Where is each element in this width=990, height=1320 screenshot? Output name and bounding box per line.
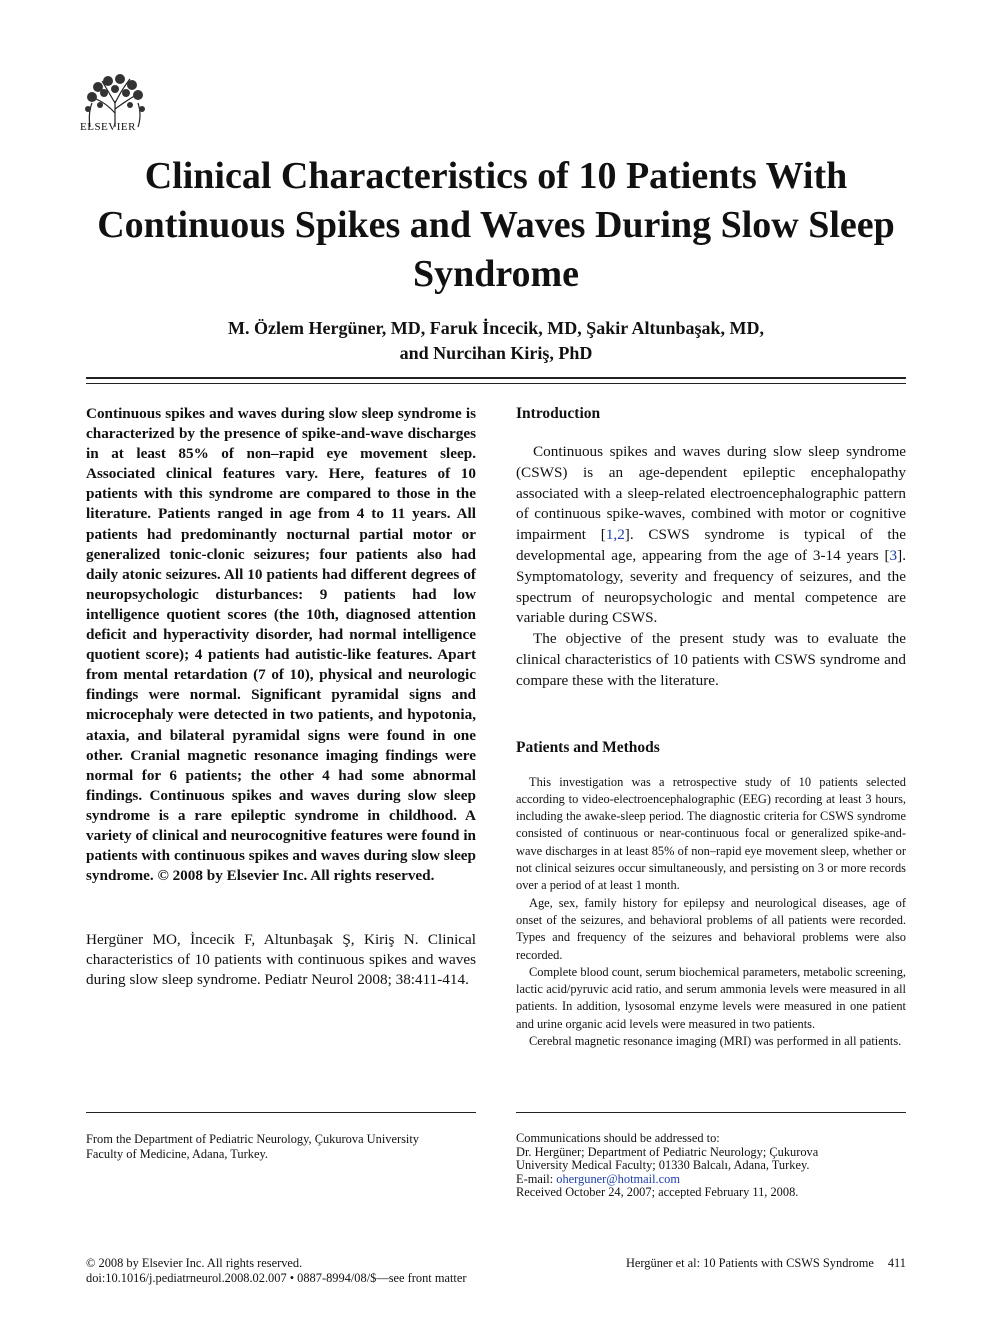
correspondence-line: Dr. Hergüner; Department of Pediatric Neurology; Çukurova bbox=[516, 1144, 819, 1159]
publisher-logo-text: ELSEVIER bbox=[80, 121, 136, 133]
received-dates: Received October 24, 2007; accepted February 11, 2008. bbox=[516, 1185, 799, 1199]
doi: doi:10.1016/j.pediatrneurol.2008.02.007 • 0887-8994/08/$—see front matter bbox=[86, 1270, 467, 1285]
correspondence-line: University Medical Faculty; 01330 Balcalı, Adana, Turkey. bbox=[516, 1158, 810, 1172]
affiliation-line: Faculty of Medicine, Adana, Turkey. bbox=[86, 1146, 268, 1161]
intro-text-part: ]. Symptomatology, severity and frequency of seizures, and the spectrum of neuropsychologic and mental competence are variable during CSWS. bbox=[516, 546, 906, 627]
affiliation-footnote bbox=[86, 1132, 486, 1161]
intro-text-part: Continuous spikes and waves during slow sleep syndrome (CSWS) is an age-dependent epileptic encephalopathy associated with a sleep-related electroencephalographic pattern of continuous spike-waves, combined with motor or cognitive impairment [ bbox=[516, 443, 906, 544]
email-label: E-mail: bbox=[516, 1171, 557, 1186]
introduction-paragraph: The objective of the present study was to evaluate the clinical characteristics of 10 patients with CSWS syndrome and compare these with the literature. bbox=[516, 630, 906, 689]
page-number: 411 bbox=[887, 1256, 906, 1270]
citation: Hergüner MO, İncecik F, Altunbaşak Ş, Kiriş N. Clinical characteristics of 10 patients with continuous spikes and waves during slow sleep syndrome. Pediatr Neurol 2008; 38:411-414. bbox=[86, 931, 476, 989]
affiliation-line: From the Department of Pediatric Neurology, Çukurova University bbox=[86, 1132, 419, 1146]
copyright: © 2008 by Elsevier Inc. All rights reserved. bbox=[86, 1256, 303, 1270]
email-link[interactable]: oherguner@hotmail.com bbox=[556, 1171, 680, 1186]
introduction-paragraph bbox=[516, 442, 906, 629]
footnote-divider-right bbox=[516, 1112, 906, 1113]
running-title: Hergüner et al: 10 Patients with CSWS Syndrome bbox=[625, 1256, 874, 1270]
author-line-2: and Nurcihan Kiriş, PhD bbox=[399, 343, 593, 363]
methods-paragraph: Age, sex, family history for epilepsy and neurological diseases, age of onset of the seizures, and behavioral problems of all patients were recorded. Types and frequency of the seizures and behavioral problems were also recorded. bbox=[516, 895, 906, 962]
introduction-heading: Introduction bbox=[516, 405, 601, 422]
reference-link[interactable]: 3 bbox=[889, 546, 898, 564]
correspondence-line: Communications should be addressed to: bbox=[516, 1131, 720, 1145]
email-line bbox=[516, 1173, 916, 1187]
intro-text-part: ]. CSWS syndrome is typical of the developmental age, appearing from the age of 3-14 years [ bbox=[516, 526, 906, 564]
reference-link[interactable]: 1,2 bbox=[605, 526, 625, 544]
left-column bbox=[86, 404, 476, 991]
correspondence-footnote bbox=[516, 1132, 916, 1200]
methods-paragraph: Cerebral magnetic resonance imaging (MRI) was performed in all patients. bbox=[529, 1034, 902, 1049]
methods-paragraph: This investigation was a retrospective study of 10 patients selected according to video-electroencephalographic (EEG) recording at least 3 hours, including the awake-sleep period. The diagnostic criteria for CSWS syndrome consisted of continuous or near-continuous focal or generalized spike-and-wave discharges in at least 85% of non–rapid eye movement sleep, whether or not clinical seizures occur simultaneously, and persisting on 3 or more records over a period of at least 1 month. bbox=[516, 774, 906, 893]
methods-body bbox=[516, 774, 906, 1051]
methods-heading: Patients and Methods bbox=[516, 738, 660, 756]
article-title: Clinical Characteristics of 10 Patients With Continuous Spikes and Waves During Slow Sleep Syndrome bbox=[97, 155, 895, 295]
header-divider bbox=[86, 377, 906, 384]
right-column bbox=[516, 404, 906, 1050]
page-footer-right bbox=[626, 1256, 906, 1271]
footnote-divider-left bbox=[86, 1112, 476, 1113]
author-line-1: M. Özlem Hergüner, MD, Faruk İncecik, MD, Şakir Altunbaşak, MD, bbox=[228, 318, 764, 338]
author-list bbox=[60, 316, 932, 366]
methods-paragraph: Complete blood count, serum biochemical parameters, metabolic screening, lactic acid/pyruvic acid ratio, and serum ammonia levels were measured in all patients. In addition, lysosomal enzyme levels were measured in one patient and urine organic acid levels were measured in two patients. bbox=[516, 964, 906, 1031]
page-footer-left bbox=[86, 1256, 466, 1285]
abstract: Continuous spikes and waves during slow sleep syndrome is characterized by the presence of spike-and-wave discharges in at least 85% of non–rapid eye movement sleep. Associated clinical features vary. Here, features of 10 patients with this syndrome are compared to those in the literature. Patients ranged in age from 4 to 11 years. All patients had predominantly nocturnal partial motor or generalized tonic-clonic seizures; four patients also had daily atonic seizures. All 10 patients had different degrees of neuropsychologic disturbances: 9 patients had low intelligence quotient scores (the 10th, diagnosed attention deficit and hyperactivity disorder, had normal intelligence quotient score); 4 patients had autistic-like features. Apart from mental retardation (7 of 10), physical and neurologic findings were normal. Significant pyramidal signs and microcephaly were detected in two patients, and hypotonia, ataxia, and bilateral pyramidal signs were found in one other. Cranial magnetic resonance imaging findings were normal for 6 patients; the other 4 had some abnormal findings. Continuous spikes and waves during slow sleep syndrome is a rare epileptic syndrome in childhood. A variety of clinical and neurocognitive features were found in patients with continuous spikes and waves during slow sleep syndrome. © 2008 by Elsevier Inc. All rights reserved. bbox=[86, 405, 476, 885]
introduction-body bbox=[516, 442, 906, 692]
